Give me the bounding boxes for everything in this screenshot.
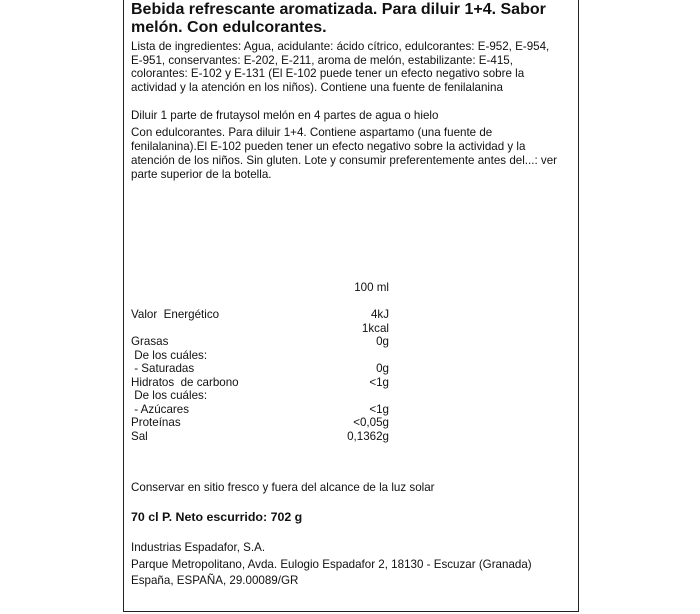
nutrient-value: <1g — [369, 375, 389, 389]
nutrition-header — [131, 281, 389, 295]
nutrition-table — [131, 254, 389, 443]
company-info — [131, 540, 532, 590]
nutrient-label: De los cuáles: — [131, 348, 208, 362]
nutrient-label: - Azúcares — [131, 402, 189, 416]
storage-text: Conservar en sitio fresco y fuera del alcance de la luz solar — [131, 481, 435, 494]
usage-instructions — [131, 109, 557, 182]
ingredients-line: colorantes: E-102 y E-131 (El E-102 puede tener un efecto negativo sobre la — [131, 67, 525, 81]
nutrition-row — [131, 376, 389, 390]
nutrition-row — [131, 416, 389, 430]
usage-line: fenilalanina).El E-102 pueden tener un efecto negativo sobre la actividad y la — [131, 140, 526, 153]
nutrient-label: Hidratos de carbono — [131, 375, 239, 389]
nutrition-row — [131, 362, 389, 376]
company-name: Industrias Espadafor, S.A. — [131, 541, 266, 554]
nutrient-label: Valor Energético — [131, 308, 220, 322]
nutrient-label: Proteínas — [131, 416, 181, 430]
nutrition-row — [131, 349, 389, 363]
nutrition-header-label: 100 ml — [354, 281, 389, 295]
nutrient-value: 4kJ — [370, 308, 389, 322]
title-line: melón. Con edulcorantes. — [131, 19, 327, 36]
nutrition-row — [131, 403, 389, 417]
title-line: Bebida refrescante aromatizada. Para diluir 1+4. Sabor — [131, 1, 546, 18]
company-address: Parque Metropolitano, Avda. Eulogio Espadafor 2, 18130 - Escuzar (Granada) — [131, 557, 532, 571]
nutrition-row — [131, 335, 389, 349]
product-title — [131, 1, 546, 37]
ingredients-line: E-951, conservantes: E-202, E-211, aroma de melón, estabilizante: E-415, — [131, 53, 513, 67]
nutrition-row — [131, 322, 389, 336]
ingredients-line: Lista de ingredientes: Agua, acidulante: ácido cítrico, edulcorantes: E-952, E-954, — [131, 40, 550, 53]
nutrient-value: <0,05g — [353, 416, 389, 430]
nutrient-label: - Saturadas — [131, 362, 195, 376]
nutrient-label: Grasas — [131, 335, 169, 349]
nutrition-row — [131, 389, 389, 403]
usage-line: Diluir 1 parte de frutaysol melón en 4 partes de agua o hielo — [131, 109, 439, 122]
nutrient-value: 1kcal — [361, 321, 389, 335]
nutrient-value: 0g — [376, 362, 389, 376]
usage-line: Con edulcorantes. Para diluir 1+4. Contiene aspartamo (una fuente de — [131, 126, 493, 139]
nutrient-value: 0,1362g — [347, 429, 389, 443]
nutrition-row — [131, 430, 389, 444]
company-country: España, ESPAÑA, 29.00089/GR — [131, 574, 299, 587]
usage-line: atención de los niños. Sin gluten. Lote y consumir preferentemente antes del...: ver — [131, 154, 557, 167]
nutrient-value: <1g — [369, 402, 389, 416]
usage-line: parte superior de la botella. — [131, 168, 272, 181]
ingredients — [131, 40, 549, 94]
nutrient-label: Sal — [131, 429, 148, 443]
net-weight: 70 cl P. Neto escurrido: 702 g — [131, 510, 303, 524]
nutrient-value: 0g — [376, 335, 389, 349]
nutrient-label: De los cuáles: — [131, 389, 208, 403]
nutrition-row — [131, 308, 389, 322]
ingredients-line: actividad y la atención en los niños). Contiene una fuente de fenilalanina — [131, 80, 503, 94]
